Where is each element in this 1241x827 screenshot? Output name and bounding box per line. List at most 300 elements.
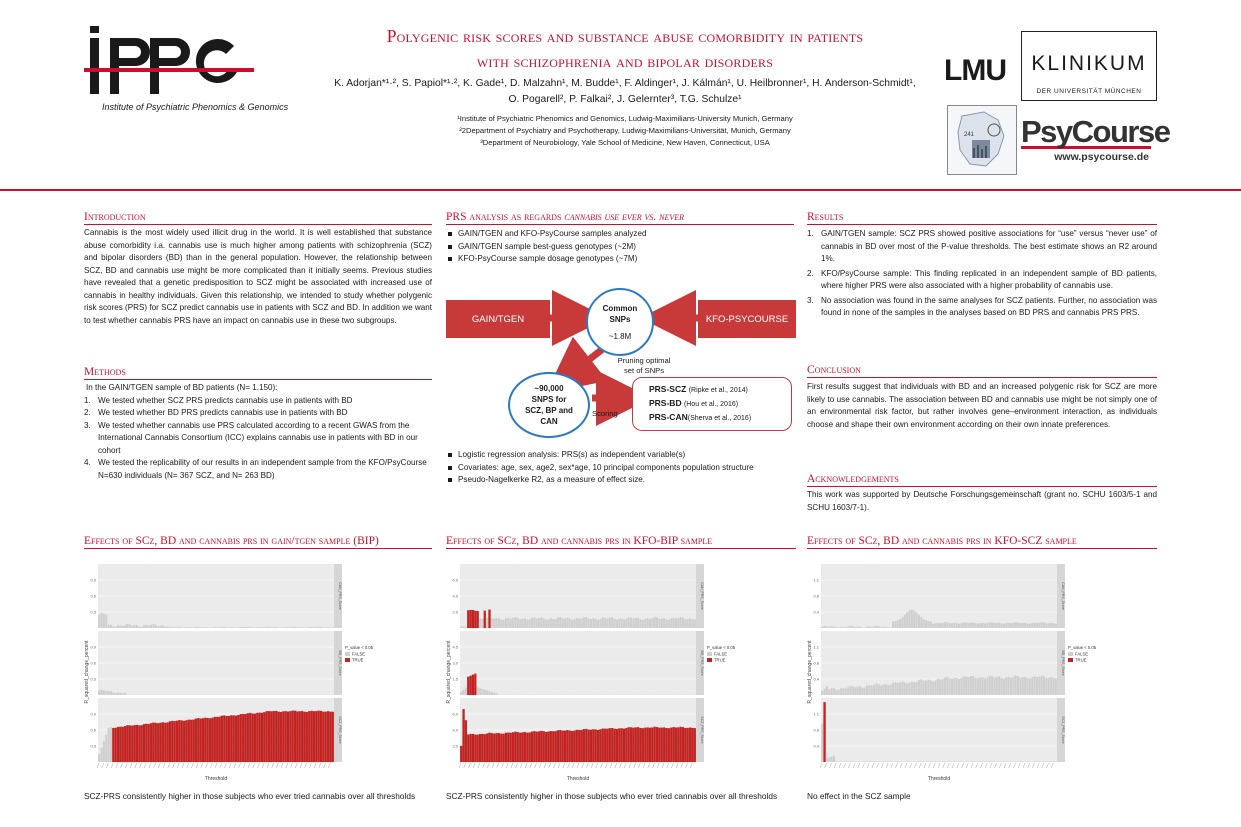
x-tick-mark — [952, 763, 954, 768]
bar-nonsignificant — [880, 627, 882, 628]
bar-significant — [564, 731, 566, 762]
bar-significant — [547, 732, 549, 762]
bar-nonsignificant — [103, 741, 105, 762]
bar-significant — [322, 712, 324, 762]
bar-nonsignificant — [303, 627, 305, 628]
bar-nonsignificant — [960, 623, 962, 628]
bar-nonsignificant — [1029, 624, 1031, 628]
y-tick-label: 2.0 — [452, 743, 458, 749]
bar-nonsignificant — [463, 690, 465, 695]
bar-nonsignificant — [826, 686, 828, 695]
bar-nonsignificant — [934, 680, 936, 695]
introduction-text: Cannabis is the most widely used illicit drug in the world. It is well established that substance abuse comorbidity i.a. cannabis use is much higher among patients with schizophrenia (SCZ) and bipolar disorders (BD) than in the general population. However, the relationship between SCZ, BD and cannabis use might be more complicated than it initially seems. Previous studies have revealed that a genetic predisposition to SCZ might be associated with increased use of cannabis in healthy individuals. Given this relationship, we intended to study whether polygenic risk scores (PRS) for SCZ predict cannabis use in patients with SCZ and BD. In addition we want to test whether cannabis PRS have an impact on cannabis use in these two subgroups. — [84, 228, 432, 325]
x-tick-mark — [943, 763, 945, 768]
legend-label-false: FALSE — [1075, 651, 1089, 657]
x-tick-mark — [690, 763, 692, 768]
bar-nonsignificant — [226, 627, 228, 628]
x-tick-mark — [497, 763, 499, 768]
bar-significant — [486, 734, 488, 762]
acknowledgements-text: This work was supported by Deutsche Forschungsgemeinschaft (grant no. SCHU 1603/5-1 and SCHU 1603/7-1). — [807, 490, 1157, 512]
bar-significant — [460, 746, 462, 762]
bar-nonsignificant — [923, 681, 925, 695]
bar-nonsignificant — [866, 686, 868, 695]
bar-nonsignificant — [647, 618, 649, 628]
bar-nonsignificant — [972, 676, 974, 695]
bar-significant — [470, 734, 472, 762]
bar-nonsignificant — [136, 625, 138, 628]
bar-nonsignificant — [249, 627, 251, 628]
y-tick-label: 1.1 — [813, 711, 819, 717]
bar-significant — [282, 711, 284, 762]
bar-nonsignificant — [911, 610, 913, 628]
bar-nonsignificant — [866, 627, 868, 628]
bar-significant — [242, 714, 244, 762]
bar-significant — [176, 721, 178, 762]
bar-nonsignificant — [583, 617, 585, 628]
bar-nonsignificant — [134, 625, 136, 628]
bar-significant — [583, 729, 585, 762]
bar-nonsignificant — [510, 619, 512, 628]
legend-title: P_value < 0.05 — [1068, 645, 1097, 650]
x-tick-mark — [286, 763, 288, 768]
bar-nonsignificant — [169, 627, 171, 628]
bar-nonsignificant — [946, 677, 948, 695]
bar-significant — [143, 724, 145, 762]
bar-significant — [491, 733, 493, 762]
panel-label: BD_PRS_Score — [700, 650, 704, 676]
y-tick-label: 1.5 — [452, 676, 458, 682]
bar-nonsignificant — [668, 620, 670, 628]
bar-significant — [259, 713, 261, 762]
x-tick-mark — [919, 763, 921, 768]
x-tick-mark — [220, 763, 222, 768]
bar-nonsignificant — [831, 756, 833, 762]
bar-significant — [531, 732, 533, 762]
bar-significant — [550, 731, 552, 762]
bar-significant — [562, 731, 564, 762]
bar-nonsignificant — [207, 627, 209, 628]
scoring-label: Scoring — [592, 409, 618, 418]
legend-label-false: FALSE — [352, 651, 366, 657]
bar-nonsignificant — [649, 619, 651, 628]
bar-nonsignificant — [920, 617, 922, 628]
bar-significant — [644, 728, 646, 762]
bar-nonsignificant — [1008, 623, 1010, 628]
bar-nonsignificant — [611, 617, 613, 628]
bar-nonsignificant — [282, 627, 284, 628]
bar-nonsignificant — [972, 622, 974, 628]
bar-significant — [670, 728, 672, 762]
bar-nonsignificant — [826, 758, 828, 762]
bar-nonsignificant — [918, 680, 920, 695]
bar-nonsignificant — [651, 618, 653, 628]
chart-heading-kfobip: Effects of SCz, BD and cannabis prs in KFO-BIP sample — [446, 535, 796, 549]
bar-significant — [190, 720, 192, 762]
bar-nonsignificant — [124, 693, 126, 695]
pruning-label: Pruning optimal set of SNPs — [617, 356, 671, 375]
x-tick-mark — [862, 763, 864, 768]
bar-nonsignificant — [892, 621, 894, 628]
bar-nonsignificant — [849, 686, 851, 695]
y-axis-label: R_squared_change_percent — [807, 640, 813, 704]
bar-nonsignificant — [115, 693, 117, 695]
bar-nonsignificant — [308, 627, 310, 628]
x-tick-mark — [662, 763, 664, 768]
bar-significant — [270, 711, 272, 762]
bar-nonsignificant — [967, 677, 969, 695]
bar-nonsignificant — [833, 756, 835, 762]
prs-bullet: KFO-PsyCourse sample dosage genotypes (~7M) — [446, 253, 794, 266]
bar-nonsignificant — [842, 627, 844, 628]
bar-nonsignificant — [221, 627, 223, 628]
bar-significant — [552, 731, 554, 762]
bar-nonsignificant — [635, 618, 637, 628]
bar-significant — [578, 730, 580, 762]
bar-nonsignificant — [585, 617, 587, 628]
bar-significant — [503, 734, 505, 762]
bar-significant — [609, 728, 611, 762]
title-line-1: Polygenic risk scores and substance abuse comorbidity in patients — [386, 26, 864, 46]
bar-significant — [134, 725, 136, 762]
bar-nonsignificant — [640, 619, 642, 628]
bar-significant — [237, 715, 239, 762]
bar-nonsignificant — [953, 623, 955, 628]
y-tick-label: 0.4 — [813, 676, 819, 682]
bar-nonsignificant — [673, 618, 675, 628]
bar-nonsignificant — [854, 627, 856, 628]
chart-svg — [84, 560, 374, 782]
bar-nonsignificant — [998, 623, 1000, 628]
bar-nonsignificant — [103, 690, 105, 695]
authors — [300, 76, 950, 108]
bar-significant — [112, 728, 114, 762]
bar-nonsignificant — [299, 627, 301, 628]
bar-nonsignificant — [897, 620, 899, 628]
bar-nonsignificant — [1031, 677, 1033, 695]
bar-nonsignificant — [547, 619, 549, 628]
bar-significant — [233, 715, 235, 762]
bar-significant — [611, 728, 613, 762]
bar-nonsignificant — [857, 627, 859, 628]
bar-nonsignificant — [1034, 676, 1036, 695]
bar-significant — [204, 718, 206, 762]
panel-label: CAN_PRS_Score — [700, 582, 704, 610]
bar-significant — [160, 723, 162, 762]
prs-analysis-heading: PRS analysis as regards cannabis use ever vs. never — [446, 211, 794, 225]
bar-significant — [606, 729, 608, 762]
bar-significant — [684, 728, 686, 762]
bar-nonsignificant — [1015, 675, 1017, 695]
bar-significant — [488, 610, 490, 628]
bar-significant — [545, 732, 547, 762]
bar-nonsignificant — [847, 627, 849, 628]
bar-nonsignificant — [529, 619, 531, 628]
bar-significant — [599, 729, 601, 762]
bar-significant — [211, 718, 213, 762]
bar-nonsignificant — [162, 625, 164, 628]
legend-swatch-false — [1068, 652, 1073, 656]
bar-nonsignificant — [1015, 622, 1017, 628]
x-tick-mark — [173, 763, 175, 768]
bar-nonsignificant — [956, 623, 958, 628]
bar-nonsignificant — [1001, 623, 1003, 628]
legend-swatch-true — [1068, 658, 1073, 662]
bar-nonsignificant — [977, 678, 979, 695]
bar-significant — [628, 727, 630, 762]
x-tick-mark — [106, 763, 108, 768]
bar-nonsignificant — [122, 626, 124, 628]
bar-nonsignificant — [1041, 676, 1043, 695]
bar-nonsignificant — [930, 621, 932, 628]
bar-nonsignificant — [628, 617, 630, 628]
bar-nonsignificant — [268, 627, 270, 628]
bar-nonsignificant — [581, 619, 583, 628]
x-tick-mark — [483, 763, 485, 768]
bar-nonsignificant — [979, 623, 981, 628]
bar-nonsignificant — [906, 612, 908, 628]
x-tick-mark — [196, 763, 198, 768]
caption-kfobip: SCZ-PRS consistently higher in those subjects who ever tried cannabis over all thresholds — [446, 791, 778, 801]
x-tick-mark — [506, 763, 508, 768]
bar-nonsignificant — [524, 618, 526, 628]
bar-nonsignificant — [878, 626, 880, 628]
x-tick-mark — [1051, 763, 1053, 768]
x-tick-mark — [276, 763, 278, 768]
legend-swatch-true — [345, 658, 350, 662]
x-tick-mark — [990, 763, 992, 768]
methods-list — [84, 395, 432, 483]
bar-significant — [632, 728, 634, 762]
x-tick-mark — [262, 763, 264, 768]
bar-significant — [318, 711, 320, 762]
panel-label: SCZ_PRS_Score — [1061, 716, 1065, 744]
x-tick-mark — [1023, 763, 1025, 768]
x-tick-mark — [653, 763, 655, 768]
bar-nonsignificant — [484, 690, 486, 695]
bar-nonsignificant — [562, 618, 564, 628]
x-tick-mark — [634, 763, 636, 768]
bar-nonsignificant — [821, 627, 823, 628]
bar-nonsignificant — [663, 618, 665, 628]
x-tick-mark — [272, 763, 274, 768]
x-tick-mark — [121, 763, 123, 768]
bar-nonsignificant — [901, 617, 903, 628]
bar-nonsignificant — [578, 618, 580, 628]
bar-nonsignificant — [110, 625, 112, 628]
ippg-logo — [84, 22, 289, 122]
bar-significant — [614, 729, 616, 762]
bar-nonsignificant — [157, 626, 159, 628]
x-tick-mark — [535, 763, 537, 768]
prs-scores-box — [632, 377, 792, 431]
x-tick-mark — [848, 763, 850, 768]
bar-nonsignificant — [141, 627, 143, 628]
bar-significant — [682, 727, 684, 762]
legend-label-true: TRUE — [352, 657, 364, 663]
bar-significant — [119, 727, 121, 762]
methods-item: 4. We tested the replicability of our results in an independent sample from the KFO/PsyCourse N=630 individuals (N= 367 SCZ, and N= 263 BD) — [84, 458, 427, 480]
bar-nonsignificant — [618, 619, 620, 628]
bar-nonsignificant — [932, 682, 934, 695]
bar-significant — [526, 733, 528, 762]
bar-nonsignificant — [965, 677, 967, 695]
bar-nonsignificant — [918, 615, 920, 628]
affiliations — [300, 113, 950, 149]
bar-nonsignificant — [318, 627, 320, 628]
bar-nonsignificant — [873, 685, 875, 695]
bar-significant — [148, 724, 150, 762]
bar-nonsignificant — [1019, 678, 1021, 695]
bar-significant — [200, 719, 202, 762]
bar-nonsignificant — [658, 619, 660, 628]
bar-nonsignificant — [875, 683, 877, 695]
bar-nonsignificant — [266, 627, 268, 628]
bar-significant — [625, 728, 627, 762]
bar-nonsignificant — [496, 618, 498, 628]
bar-nonsignificant — [949, 678, 951, 695]
bar-nonsignificant — [465, 688, 467, 695]
bar-nonsignificant — [873, 626, 875, 628]
y-tick-label: 1.1 — [813, 644, 819, 650]
bar-nonsignificant — [861, 688, 863, 695]
bar-nonsignificant — [1038, 623, 1040, 628]
bar-nonsignificant — [152, 624, 154, 628]
bar-significant — [157, 723, 159, 762]
bar-nonsignificant — [1050, 677, 1052, 695]
y-tick-label: 0.6 — [90, 593, 96, 599]
bar-nonsignificant — [861, 627, 863, 628]
bar-significant — [325, 712, 327, 762]
x-tick-mark — [239, 763, 241, 768]
bar-nonsignificant — [101, 748, 103, 762]
prs-bullets — [446, 228, 794, 266]
bar-significant — [573, 731, 575, 762]
bar-nonsignificant — [932, 624, 934, 628]
bar-nonsignificant — [1022, 677, 1024, 695]
bar-significant — [571, 731, 573, 762]
bar-nonsignificant — [996, 623, 998, 628]
bar-nonsignificant — [942, 679, 944, 695]
bar-nonsignificant — [883, 627, 885, 628]
bar-nonsignificant — [285, 627, 287, 628]
methods-item: 3. We tested whether cannabis use PRS calculated according to a recent GWAS from the International Cannabis Consortium (ICC) explains cannabis use in patients with BD in our cohort — [84, 420, 418, 455]
bar-nonsignificant — [630, 618, 632, 628]
bar-nonsignificant — [970, 622, 972, 628]
bar-nonsignificant — [292, 627, 294, 628]
x-tick-mark — [629, 763, 631, 768]
bar-significant — [517, 732, 519, 762]
panel-label: CAN_PRS_Score — [338, 582, 342, 610]
x-tick-mark — [872, 763, 874, 768]
x-tick-mark — [158, 763, 160, 768]
x-tick-mark — [544, 763, 546, 768]
bar-nonsignificant — [301, 627, 303, 628]
bar-significant — [278, 712, 280, 762]
x-tick-mark — [558, 763, 560, 768]
bar-significant — [635, 727, 637, 762]
bar-nonsignificant — [890, 627, 892, 628]
x-tick-mark — [328, 763, 330, 768]
bar-nonsignificant — [197, 627, 199, 628]
bar-nonsignificant — [479, 688, 481, 695]
bar-significant — [512, 732, 514, 762]
x-tick-mark — [309, 763, 311, 768]
bar-nonsignificant — [916, 682, 918, 695]
bar-nonsignificant — [1026, 623, 1028, 628]
bar-significant — [221, 716, 223, 762]
bar-nonsignificant — [949, 623, 951, 628]
bar-nonsignificant — [1052, 623, 1054, 628]
bar-significant — [226, 716, 228, 762]
bar-nonsignificant — [871, 627, 873, 628]
bar-nonsignificant — [684, 619, 686, 628]
bar-nonsignificant — [623, 619, 625, 628]
legend-swatch-false — [345, 652, 350, 656]
bar-nonsignificant — [204, 627, 206, 628]
bar-nonsignificant — [857, 686, 859, 695]
bar-nonsignificant — [986, 677, 988, 695]
bar-nonsignificant — [887, 685, 889, 695]
x-tick-mark — [1009, 763, 1011, 768]
x-tick-mark — [210, 763, 212, 768]
bar-significant — [193, 720, 195, 762]
bar-significant — [484, 734, 486, 762]
bar-significant — [138, 725, 140, 762]
bar-significant — [216, 717, 218, 762]
bar-nonsignificant — [223, 627, 225, 628]
bar-nonsignificant — [965, 623, 967, 628]
bar-significant — [327, 711, 329, 762]
bar-significant — [178, 720, 180, 762]
results-section — [807, 211, 1157, 320]
bar-significant — [164, 723, 166, 762]
x-tick-mark — [582, 763, 584, 768]
bar-nonsignificant — [831, 626, 833, 628]
x-tick-mark — [1037, 763, 1039, 768]
bar-significant — [677, 727, 679, 762]
bar-significant — [183, 721, 185, 762]
bar-nonsignificant — [592, 618, 594, 628]
bar-significant — [472, 734, 474, 762]
x-tick-mark — [648, 763, 650, 768]
bar-nonsignificant — [833, 688, 835, 695]
bar-significant — [289, 711, 291, 762]
methods-section — [84, 366, 432, 482]
bar-significant — [687, 728, 689, 762]
bar-nonsignificant — [670, 618, 672, 628]
bar-nonsignificant — [911, 682, 913, 695]
bar-nonsignificant — [164, 626, 166, 628]
bar-nonsignificant — [296, 627, 298, 628]
bar-nonsignificant — [916, 612, 918, 628]
bar-nonsignificant — [155, 625, 157, 628]
bar-nonsignificant — [906, 684, 908, 695]
x-tick-mark — [154, 763, 156, 768]
bar-nonsignificant — [507, 618, 509, 628]
bar-nonsignificant — [242, 627, 244, 628]
bar-nonsignificant — [821, 724, 823, 762]
bar-nonsignificant — [275, 627, 277, 628]
x-tick-mark — [1004, 763, 1006, 768]
bar-nonsignificant — [496, 693, 498, 695]
bar-nonsignificant — [564, 618, 566, 628]
bar-significant — [658, 728, 660, 762]
y-tick-label: 6.0 — [452, 577, 458, 583]
bar-significant — [481, 734, 483, 762]
bar-nonsignificant — [1024, 677, 1026, 695]
chart-heading-kfoscz: Effects of SCz, BD and cannabis prs in KFO-SCZ sample — [807, 535, 1157, 549]
bar-significant — [181, 720, 183, 762]
